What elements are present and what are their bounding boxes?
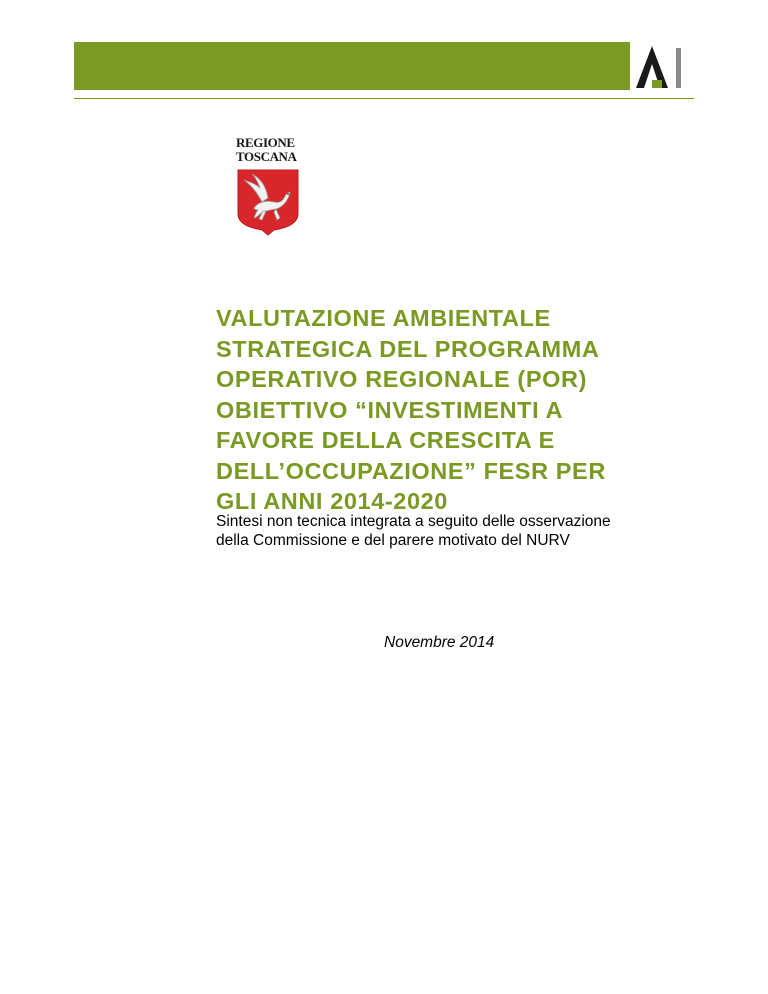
- header-band: [74, 42, 630, 90]
- document-subtitle: [216, 512, 686, 550]
- title-line: DELL’OCCUPAZIONE” FESR PER: [216, 457, 606, 484]
- subtitle-line: della Commissione e del parere motivato del NURV: [216, 532, 570, 549]
- subtitle-line: Sintesi non tecnica integrata a seguito delle osservazione: [216, 513, 611, 530]
- title-line: STRATEGICA DEL PROGRAMMA: [216, 335, 600, 362]
- title-line: OBIETTIVO “INVESTIMENTI A: [216, 396, 564, 423]
- logo-text-line2: TOSCANA: [236, 149, 297, 164]
- header-divider: [74, 98, 694, 99]
- title-line: GLI ANNI 2014-2020: [216, 488, 448, 514]
- ai-logo-icon: [632, 42, 692, 90]
- regione-toscana-logo: [232, 136, 308, 232]
- title-line: VALUTAZIONE AMBIENTALE: [216, 305, 551, 331]
- title-line: OPERATIVO REGIONALE (POR): [216, 366, 587, 392]
- logo-text-line1: REGIONE: [236, 135, 295, 150]
- document-date: Novembre 2014: [384, 634, 495, 651]
- document-title: [216, 303, 686, 517]
- title-line: FAVORE DELLA CRESCITA E: [216, 427, 555, 453]
- pegasus-icon: [236, 168, 300, 236]
